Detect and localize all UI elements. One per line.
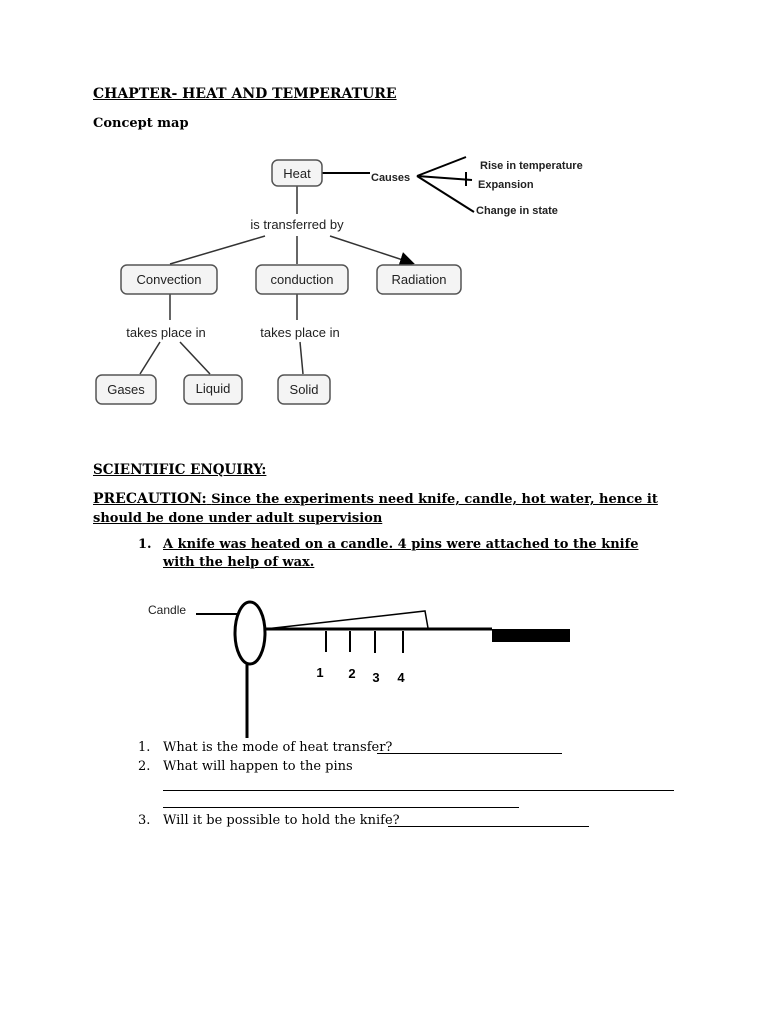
question-1 bbox=[138, 740, 392, 755]
solid-label: Solid bbox=[289, 382, 319, 397]
pin-label-3: 3 bbox=[372, 670, 380, 685]
change-label: Change in state bbox=[476, 205, 558, 217]
pin-label-1: 1 bbox=[316, 665, 324, 680]
question-2-answer-blank-1[interactable] bbox=[163, 790, 674, 791]
question-1-number: 1. bbox=[138, 740, 151, 755]
question-2-number: 2. bbox=[138, 759, 151, 774]
question-3-text: Will it be possible to hold the knife? bbox=[163, 813, 400, 828]
causes-label: Causes bbox=[371, 172, 411, 184]
heat-label: Heat bbox=[283, 166, 311, 181]
precaution-text: Since the experiments need knife, candle, hot water, hence it should be done under adult supervision bbox=[93, 492, 658, 526]
question-2-answer-blank-2[interactable] bbox=[163, 807, 519, 808]
question-3 bbox=[138, 813, 400, 828]
candle-flame bbox=[235, 602, 265, 664]
rise-label: Rise in temperature bbox=[480, 160, 583, 172]
transferred-label: is transferred by bbox=[250, 217, 344, 232]
concept-map-heading: Concept map bbox=[93, 116, 189, 131]
question-3-answer-blank[interactable] bbox=[388, 826, 589, 827]
gases-label: Gases bbox=[107, 382, 145, 397]
expansion-label: Expansion bbox=[478, 179, 534, 191]
candle-label: Candle bbox=[148, 603, 187, 617]
conduction-label: conduction bbox=[270, 272, 334, 287]
question-2 bbox=[138, 759, 353, 774]
enquiry-item-number: 1. bbox=[138, 537, 152, 552]
enquiry-item-text: A knife was heated on a candle. 4 pins were attached to the knife with the help of wax. bbox=[163, 537, 639, 570]
chapter-title: CHAPTER- HEAT AND TEMPERATURE bbox=[93, 86, 397, 102]
takes-place-label-2: takes place in bbox=[260, 325, 340, 340]
knife-handle bbox=[492, 629, 570, 642]
knife-edge bbox=[265, 611, 428, 629]
question-1-text: What is the mode of heat transfer? bbox=[163, 740, 393, 755]
scientific-enquiry-heading: SCIENTIFIC ENQUIRY: bbox=[93, 462, 267, 478]
radiation-label: Radiation bbox=[391, 272, 447, 287]
question-1-answer-blank[interactable] bbox=[377, 753, 562, 754]
convection-label: Convection bbox=[136, 272, 202, 287]
pin-label-4: 4 bbox=[397, 670, 405, 685]
question-3-number: 3. bbox=[138, 813, 151, 828]
takes-place-label-1: takes place in bbox=[126, 325, 206, 340]
question-2-text: What will happen to the pins bbox=[163, 759, 353, 774]
precaution-label: PRECAUTION: bbox=[93, 491, 207, 507]
liquid-label: Liquid bbox=[195, 381, 231, 396]
pin-label-2: 2 bbox=[348, 666, 356, 681]
